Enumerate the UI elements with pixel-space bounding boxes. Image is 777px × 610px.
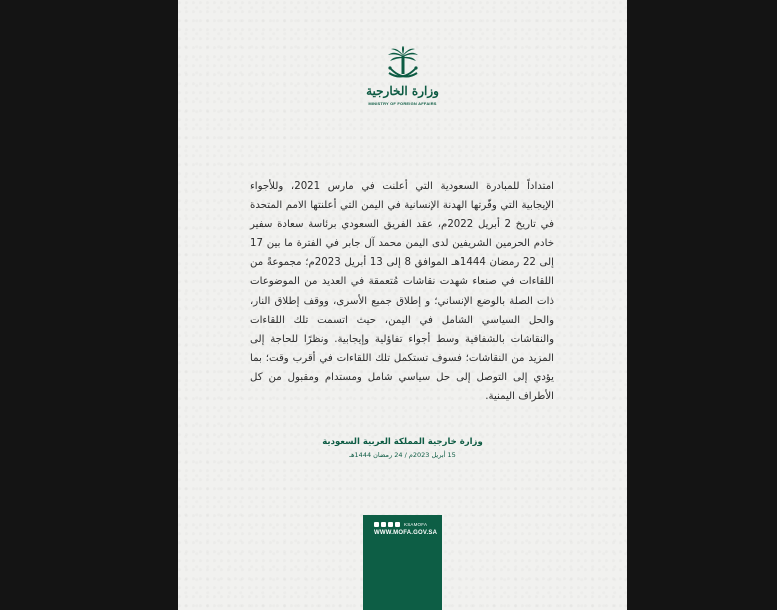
ministry-name-english: MINISTRY OF FOREIGN AFFAIRS <box>368 101 437 106</box>
social-links <box>374 522 427 527</box>
document-page <box>178 0 627 610</box>
statement-date: 15 أبريل 2023م / 24 رمضان 1444هـ <box>349 451 456 459</box>
ministry-emblem-logo <box>368 46 438 108</box>
youtube-icon[interactable] <box>374 522 379 527</box>
social-handle: KSAMOFA <box>404 522 428 527</box>
ministry-name-arabic: وزارة الخارجية <box>366 84 439 98</box>
footer-contact-box <box>363 515 442 610</box>
issuer-signature: وزارة خارجية المملكة العربية السعودية <box>322 437 483 447</box>
website-link[interactable]: WWW.MOFA.GOV.SA <box>374 530 438 536</box>
instagram-icon[interactable] <box>388 522 393 527</box>
facebook-icon[interactable] <box>381 522 386 527</box>
twitter-icon[interactable] <box>395 522 400 527</box>
statement-body-text: امتداداً للمبادرة السعودية التي أعلنت في مارس 2021، وللأجواء الإيجابية التي وفّرتها الهدنة الإنسانية في اليمن التي أعلنتها الامم المتحدة في تاريخ 2 أبريل 2022م، عقد الفريق السعودي برئاسة سعادة سفير خادم الحرمين الشريفين لدى اليمن محمد آل جابر في الفترة ما بين 17 إلى 22 رمضان 1444هـ الموافق 8 إلى 13 أبريل 2023م؛ مجموعةً من اللقاءات في صنعاء شهدت نقاشات مُتعمقة في العديد من الموضوعات ذات الصلة بالوضع الإنساني؛ و إطلاق جميع الأسرى، ووقف إطلاق النار، والحل السياسي الشامل في اليمن، حيث اتسمت تلك اللقاءات والنقاشات بالشفافية وسط أجواء تفاؤلية وإيجابية. ونظرًا للحاجة إلى المزيد من النقاشات؛ فسوف تستكمل تلك اللقاءات في أقرب وقت؛ بما يؤدي إلى التوصل إلى حل سياسي شامل ومستدام ومقبول من كل الأطراف اليمنية. <box>250 181 555 403</box>
